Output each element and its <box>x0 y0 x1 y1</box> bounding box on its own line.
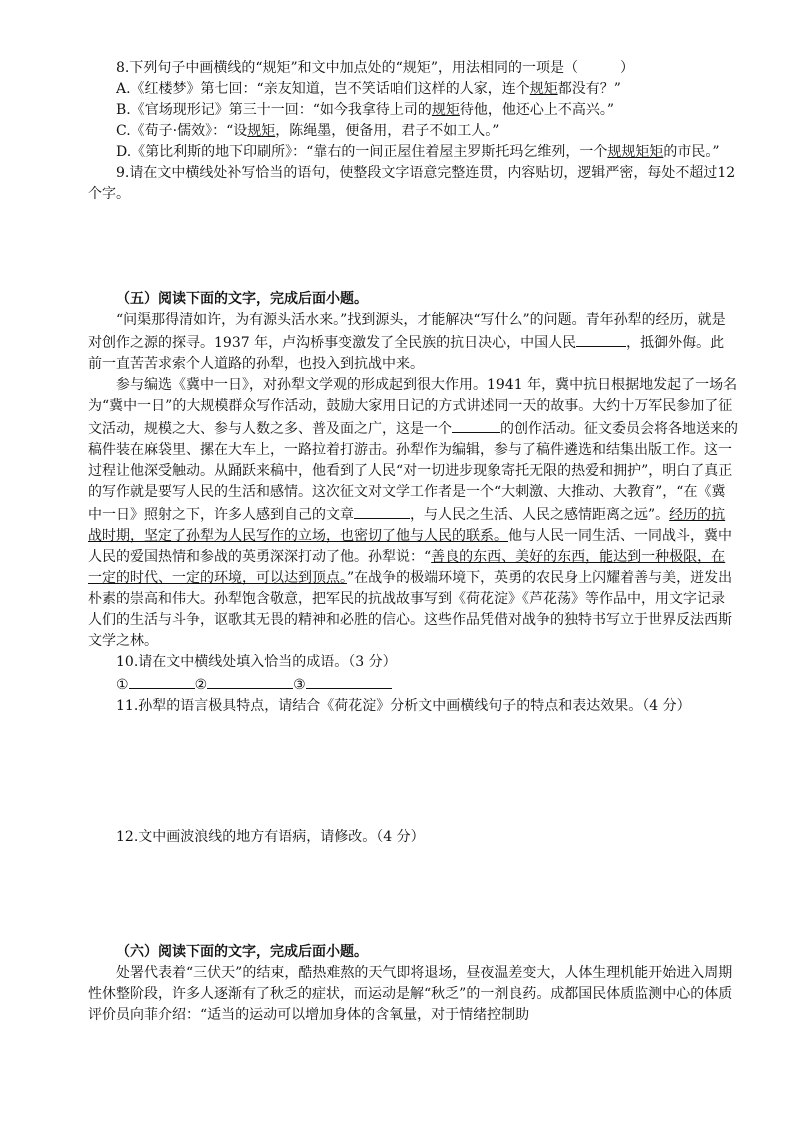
q9-stem: 9.请在文中横线处补写恰当的语句，使整段文字语意完整连贯，内容贴切，逻辑严密，每处不超过12个字。 <box>88 165 736 202</box>
q10-blank-1[interactable] <box>129 673 195 689</box>
q8-a-underlined: 规矩 <box>529 81 558 97</box>
q8-option-d: D.《第比利斯的地下印刷所》：“靠右的一间正屋住着屋主罗斯托玛乞维列，一个规规矩矩的市民。” <box>116 144 720 160</box>
blank-1[interactable] <box>576 331 626 347</box>
section5-p2: 参与编选《冀中一日》，对孙犁文学观的形成起到很大作用。1941 年，冀中抗日根据地发起了一场名为“冀中一日”的大规模群众写作活动，鼓励大家用日记的方式讲述同一天的故事。大约十万军民参加了征文活动，规模之大、参与人数之多、普及面之广，这是一个 的创作活动。征文委员会将各地送来的稿件装在麻袋里、摞在大车上，一路拉着打游击。孙犁作为编辑，参与了稿件遴选和结集出版工作。这一过程让他深受触动。从踊跃来稿中，他看到了人民“对一切进步现象寄托无限的热爱和拥护”，明白了真正的写作就是要写人民的生活和感情。这次征文对文学工作者是一个“大刺激、大推动、大教育”，“在《冀中一日》照射之下，许多人感到自己的文章 ，与人民之生活、人民之感情距离之远”。经历的抗战时期，坚定了孙犁为人民写作的立场，也密切了他与人民的联系。他与人民一同生活、一同战斗，冀中人民的爱国热情和参战的英勇深深打动了他。孙犁说：“善良的东西、美好的东西，能达到一种极限，在一定的时代、一定的环境，可以达到顶点。”在战争的极端环境下，英勇的农民身上闪耀着善与美，迸发出朴素的崇高和伟大。孙犁饱含敬意，把军民的抗战故事写到《荷花淀》《芦花荡》等作品中，用文字记录人们的生活与斗争，讴歌其无畏的精神和必胜的信心。这些作品凭借对战争的独特书写立于世界反法西斯文学之林。 <box>88 377 738 649</box>
section5-p1: “问渠那得清如许，为有源头活水来。”找到源头，才能解决“写什么”的问题。青年孙犁的经历，就是对创作之源的探寻。1937 年，卢沟桥事变激发了全民族的抗日决心，中国人民 ，抵御外侮。此前一直苦苦求索个人道路的孙犁，也投入到抗战中来。 <box>88 312 726 372</box>
underlined-sentence: 善良的东西、美好的东西，能达到一种极限，在一定的时代、一定的环境，可以达到顶点。 <box>88 549 726 586</box>
q12-stem: 12.文中画波浪线的地方有语病，请修改。（4 分） <box>116 829 425 845</box>
q8-c-underlined: 规矩 <box>247 123 276 139</box>
q8-option-b: B.《官场现形记》第三十一回：“如今我拿待上司的规矩待他，他还心上不高兴。” <box>116 102 615 118</box>
answer-space <box>88 848 738 942</box>
section5-title: （五）阅读下面的文字，完成后面小题。 <box>116 291 368 307</box>
q8-option-a: A.《红楼梦》第七回：“亲友知道，岂不笑话咱们这样的人家，连个规矩都没有？” <box>116 81 621 97</box>
blank-2[interactable] <box>452 417 500 433</box>
q10-blank-3[interactable] <box>306 673 392 689</box>
q8-b-underlined: 规矩 <box>431 102 460 118</box>
q10-stem: 10.请在文中横线处填入恰当的成语。（3 分） <box>116 654 397 670</box>
section6-title: （六）阅读下面的文字，完成后面小题。 <box>116 944 368 960</box>
wavy-sentence: 经历的抗战时期，坚定了孙犁为人民写作的立场，也密切了他与人民的联系。 <box>88 507 726 544</box>
q8-stem: 8.下列句子中画横线的“规矩”和文中加点处的“规矩”，用法相同的一项是（ ） <box>116 60 634 76</box>
q8-d-underlined: 规规矩矩 <box>607 144 664 160</box>
q10-answers: ① ② ③ <box>88 673 738 696</box>
section6-p1: 处署代表着“三伏天”的结束，酷热难熬的天气即将退场，昼夜温差变大，人体生理机能开始进入周期性休整阶段，许多人逐渐有了秋乏的症状，而运动是解“秋乏”的一剂良药。成都国民体质监测中心的体质评价员向菲介绍：“适当的运动可以增加身体的含氧量，对于情绪控制助 <box>88 965 733 1023</box>
q8-option-c: C.《荀子·儒效》：“设规矩，陈绳墨，便备用，君子不如工人。” <box>116 123 500 139</box>
blank-3[interactable] <box>354 503 410 519</box>
answer-space <box>88 205 738 289</box>
q10-blank-2[interactable] <box>207 673 293 689</box>
answer-space <box>88 717 738 827</box>
exam-page <box>88 58 738 1026</box>
q11-stem: 11.孙犁的语言极具特点，请结合《荷花淀》分析文中画横线句子的特点和表达效果。（4 分） <box>116 698 691 714</box>
